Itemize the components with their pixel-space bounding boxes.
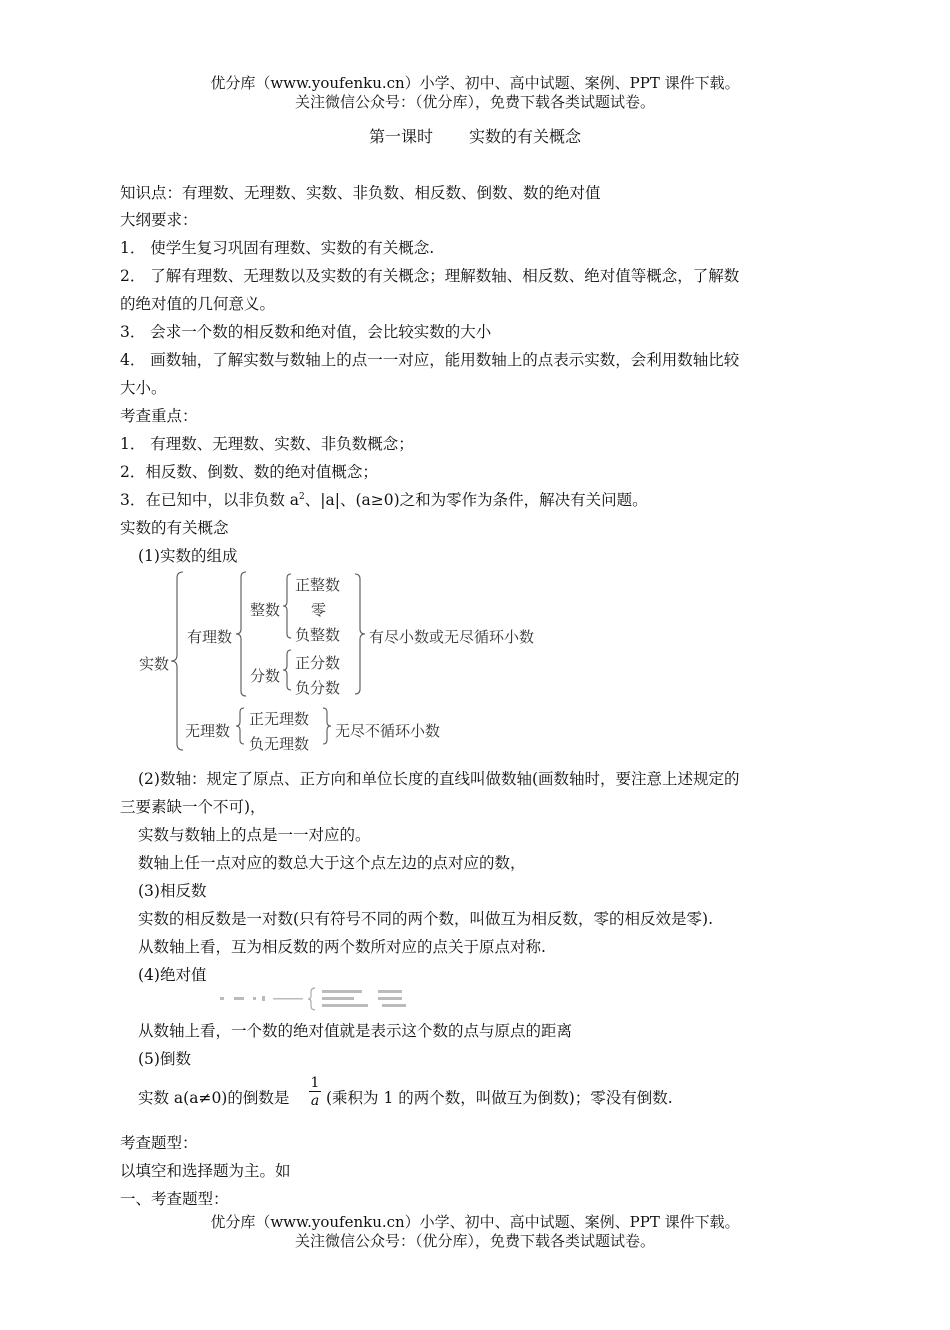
tree-negative-irrational: 负无理数: [249, 735, 310, 753]
section-2-line-d: 数轴上任一点对应的数总大于这个点左边的点对应的数，: [138, 854, 526, 872]
reciprocal-fraction: [308, 1075, 322, 1110]
tree-fraction: 分数: [250, 667, 281, 685]
types-first: 一、考查题型：: [120, 1190, 229, 1208]
tree-rational-note: 有尽小数或无尽循环小数: [369, 628, 535, 646]
tree-negative-fraction: 负分数: [295, 679, 341, 697]
tree-integer: 整数: [250, 601, 281, 619]
header-line-2: 关注微信公众号：（优分库），免费下载各类试题试卷。: [294, 93, 655, 111]
tree-negative-integer: 负整数: [295, 626, 341, 644]
tree-zero: 零: [311, 601, 327, 619]
brace-real: [171, 572, 183, 750]
footer-line-1: 优分库（www.youfenku.cn）小学、初中、高中试题、案例、PPT 课件下载。: [210, 1213, 740, 1231]
section-4-title: (4)绝对值: [138, 966, 207, 984]
focus-item-1: 1． 有理数、无理数、实数、非负数概念；: [120, 435, 414, 453]
section-5-line-pre: 实数 a(a≠0)的倒数是: [138, 1089, 290, 1107]
outline-item-4a: 4． 画数轴，了解实数与数轴上的点一一对应，能用数轴上的点表示实数，会利用数轴比较: [120, 351, 740, 369]
brace-rational: [236, 572, 246, 696]
brace-rational-right: [355, 574, 365, 694]
outline-item-1: 1． 使学生复习巩固有理数、实数的有关概念.: [120, 239, 435, 257]
tree-irrational: 无理数: [185, 722, 231, 740]
section-5-line-post: (乘积为 1 的两个数，叫做互为倒数)；零没有倒数.: [326, 1089, 673, 1107]
tree-real: 实数: [139, 655, 170, 673]
header-line-1: 优分库（www.youfenku.cn）小学、初中、高中试题、案例、PPT 课件下载。: [210, 74, 740, 92]
outline-heading: 大纲要求：: [120, 211, 198, 229]
outline-item-2a: 2． 了解有理数、无理数以及实数的有关概念；理解数轴、相反数、绝对值等概念，了解数: [120, 267, 740, 285]
section-4-line-a: 从数轴上看，一个数的绝对值就是表示这个数的点与原点的距离: [138, 1022, 573, 1040]
brace-irrational-right: [323, 708, 331, 744]
types-heading: 考查题型：: [120, 1134, 198, 1152]
focus-item-3: 3．在已知中，以非负数 $a^2$、|a|、(a≥0)之和为零作为条件，解决有关问题。: [120, 491, 648, 509]
knowledge-points: 知识点：有理数、无理数、实数、非负数、相反数、倒数、数的绝对值: [120, 184, 601, 202]
tree-positive-integer: 正整数: [295, 576, 341, 594]
tree-positive-fraction: 正分数: [295, 654, 341, 672]
fraction-numerator: 1: [310, 1075, 320, 1091]
focus-item-2: 2．相反数、倒数、数的绝对值概念；: [120, 463, 378, 481]
section-1-title: (1)实数的组成: [138, 547, 238, 565]
section-2-line-c: 实数与数轴上的点是一一对应的。: [138, 826, 371, 844]
brace-fraction: [283, 650, 291, 690]
tree-irrational-note: 无尽不循环小数: [335, 722, 441, 740]
brace-irrational: [236, 708, 244, 744]
title-lesson: 第一课时: [368, 127, 433, 146]
tree-rational: 有理数: [187, 628, 233, 646]
title-topic: 实数的有关概念: [469, 127, 582, 146]
concepts-heading: 实数的有关概念: [120, 519, 229, 537]
brace-integer: [283, 574, 291, 638]
section-3-line-a: 实数的相反数是一对数(只有符号不同的两个数，叫做互为相反数，零的相反效是零).: [138, 910, 714, 928]
outline-item-3: 3． 会求一个数的相反数和绝对值，会比较实数的大小: [120, 323, 492, 341]
focus-heading: 考查重点：: [120, 407, 198, 425]
section-2-line-a: (2)数轴：规定了原点、正方向和单位长度的直线叫做数轴(画数轴时，要注意上述规定的: [138, 770, 740, 788]
section-3-line-b: 从数轴上看，互为相反数的两个数所对应的点关于原点对称.: [138, 938, 546, 956]
absolute-value-formula-image: [218, 986, 448, 1016]
outline-item-4b: 大小。: [120, 379, 167, 397]
fraction-denominator: a: [310, 1093, 320, 1109]
types-line: 以填空和选择题为主。如: [120, 1162, 291, 1180]
section-5-title: (5)倒数: [138, 1050, 191, 1068]
tree-positive-irrational: 正无理数: [249, 710, 310, 728]
outline-item-2b: 的绝对值的几何意义。: [120, 295, 276, 313]
section-3-title: (3)相反数: [138, 882, 207, 900]
footer-line-2: 关注微信公众号：（优分库），免费下载各类试题试卷。: [294, 1232, 655, 1250]
formula-graphic: [218, 986, 448, 1012]
section-2-line-b: 三要素缺一个不可)，: [120, 798, 266, 816]
